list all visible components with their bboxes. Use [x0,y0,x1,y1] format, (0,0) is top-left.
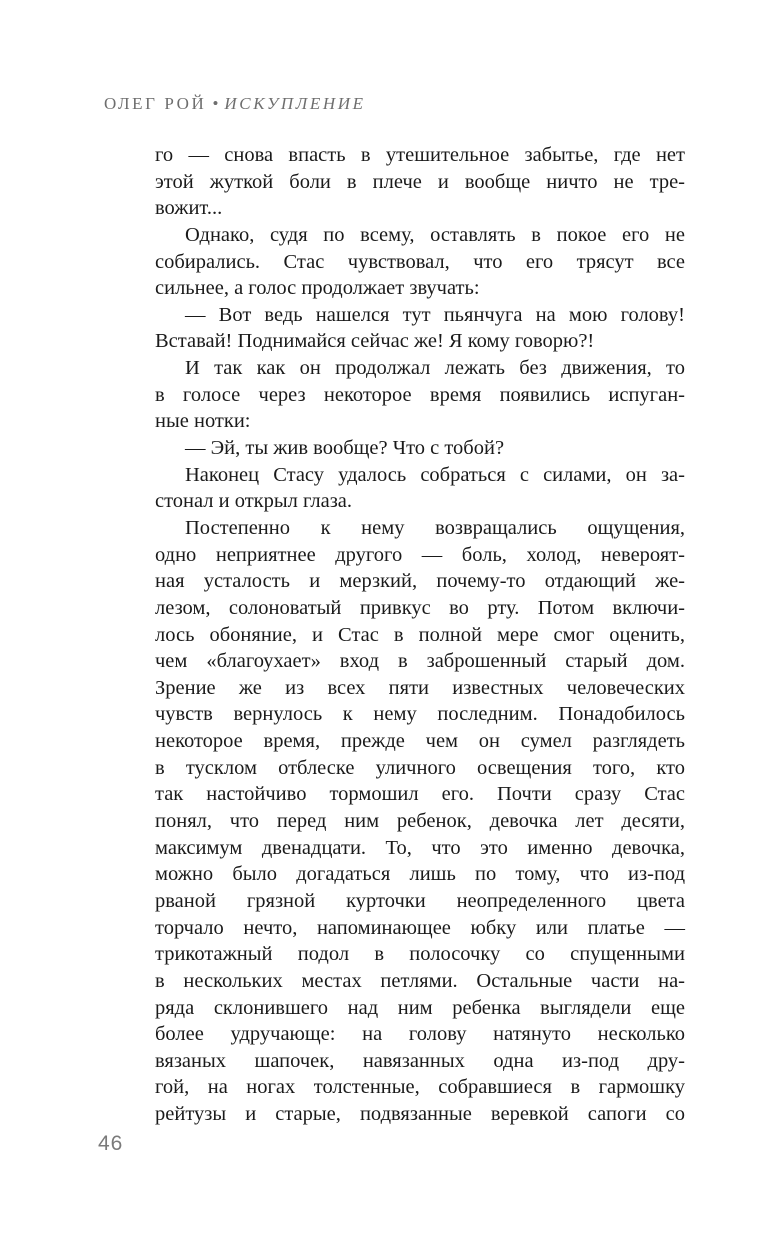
text-line: максимум двенадцати. То, что это именно девочка, [155,836,685,859]
text-line: некоторое время, прежде чем он сумел разглядеть [155,730,685,753]
text-line: Наконец Стасу удалось собраться с силами, он за- [185,463,685,486]
text-line: вязаных шапочек, навязанных одна из-под дру- [155,1049,685,1072]
text-line: лось обоняние, и Стас в полной мере смог оценить, [155,623,685,646]
header-book-title: ИСКУПЛЕНИЕ [224,94,366,113]
text-line: трикотажный подол в полосочку со спущенными [155,943,685,966]
text-line: рваной грязной курточки неопределенного цвета [155,889,685,912]
text-line: в тусклом отблеске уличного освещения того, кто [155,756,685,779]
text-line: этой жуткой боли в плече и вообще ничто не тре- [155,170,685,193]
running-head [104,94,366,114]
text-line: чувств вернулось к нему последним. Понадобилось [155,703,685,726]
text-line: Вставай! Поднимайся сейчас же! Я кому говорю?! [155,330,595,353]
text-line: — Эй, ты жив вообще? Что с тобой? [185,437,505,460]
text-line: ряда склонившего над ним ребенка выглядели еще [155,996,685,1019]
text-line: стонал и открыл глаза. [155,490,353,513]
body-text [155,142,685,1128]
text-line: рейтузы и старые, подвязанные веревкой сапоги со [155,1103,685,1126]
text-line: одно неприятнее другого — боль, холод, невероят- [155,543,685,566]
text-line: в голосе через некоторое время появились испуган- [155,383,685,406]
page-number: 46 [98,1132,124,1155]
text-line: вожит... [155,197,223,220]
text-line: более удручающе: на голову натянуто несколько [155,1023,685,1046]
text-line: чем «благоухает» вход в заброшенный старый дом. [155,650,685,673]
text-line: го — снова впасть в утешительное забытье, где нет [155,144,685,166]
text-line: ная усталость и мерзкий, почему-то отдающий же- [155,570,685,593]
text-line: можно было догадаться лишь по тому, что из-под [155,863,685,886]
text-line: Постепенно к нему возвращались ощущения, [185,516,685,539]
text-line: понял, что перед ним ребенок, девочка лет десяти, [155,810,685,833]
text-line: — Вот ведь нашелся тут пьянчуга на мою голову! [185,303,685,326]
text-line: собирались. Стас чувствовал, что его трясут все [155,250,685,273]
text-line: Зрение же из всех пяти известных человеческих [155,676,685,699]
text-line: сильнее, а голос продолжает звучать: [155,277,480,300]
text-line: так настойчиво тормошил его. Почти сразу Стас [155,783,685,806]
text-line: торчало нечто, напоминающее юбку или платье — [155,916,685,939]
text-line: лезом, солоноватый привкус во рту. Потом включи- [155,596,685,619]
text-line: гой, на ногах толстенные, собравшиеся в гармошку [155,1076,685,1099]
header-separator: • [212,94,219,113]
text-line: И так как он продолжал лежать без движения, то [185,357,685,380]
header-author: ОЛЕГ РОЙ [104,94,207,113]
text-line: Однако, судя по всему, оставлять в покое его не [185,223,685,246]
text-line: в нескольких местах петлями. Остальные части на- [155,969,685,992]
text-line: ные нотки: [155,410,251,433]
